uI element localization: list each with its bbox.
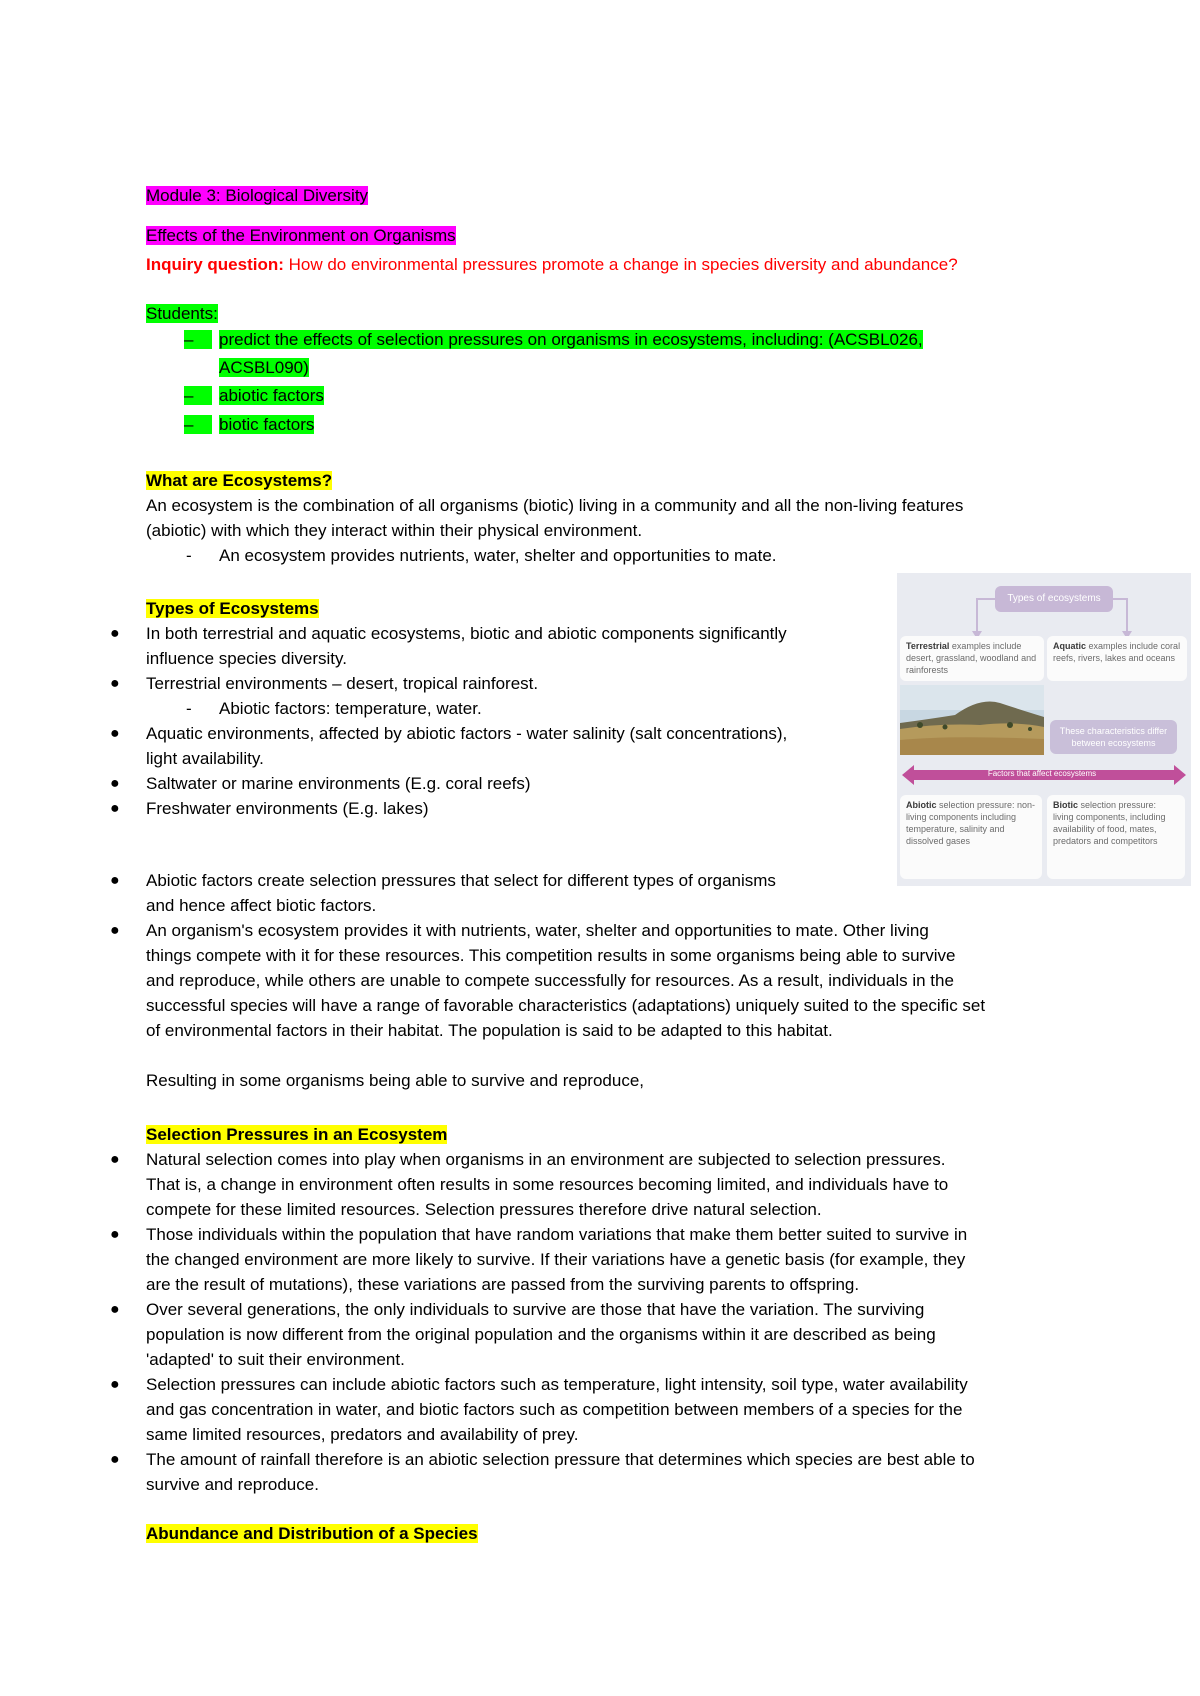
selection-bullet: Natural selection comes into play when organisms in an environment are subjected to selection pressures. — [146, 1150, 946, 1169]
selection-bullet: Selection pressures can include abiotic factors such as temperature, light intensity, soil type, water availability — [146, 1375, 968, 1394]
biotic-card — [1047, 795, 1185, 879]
types-bullet-cont: successful species will have a range of favorable characteristics (adaptations) uniquely suited to the specific set — [146, 996, 986, 1015]
dash-marker: – — [184, 386, 213, 405]
bullet-marker: ● — [110, 1226, 120, 1243]
selection-bullet-cont: 'adapted' to suit their environment. — [146, 1350, 405, 1369]
factors-label: Factors that affect ecosystems — [987, 769, 1097, 778]
ecosystem-types-figure — [897, 573, 1191, 886]
aquatic-card — [1047, 636, 1187, 681]
types-bullet: Terrestrial environments – desert, tropical rainforest. — [146, 674, 539, 693]
dash-marker: - — [186, 699, 192, 718]
selection-heading-text: Selection Pressures in an Ecosystem — [146, 1125, 448, 1144]
module-title-text: Module 3: Biological Diversity — [146, 186, 369, 205]
types-heading — [146, 596, 319, 621]
types-bullet: In both terrestrial and aquatic ecosystems, biotic and abiotic components significantly — [146, 624, 787, 643]
inquiry-label: Inquiry question: — [146, 255, 284, 274]
module-title — [146, 183, 368, 208]
terrestrial-card — [900, 636, 1044, 681]
types-heading-text: Types of Ecosystems — [146, 599, 319, 618]
students-label — [146, 301, 218, 326]
dash-marker: - — [186, 546, 192, 565]
selection-bullet-cont: same limited resources, predators and availability of prey. — [146, 1425, 579, 1444]
selection-bullet-cont: are the result of mutations), these variations are passed from the surviving parents to offspring. — [146, 1275, 860, 1294]
selection-heading — [146, 1122, 447, 1147]
types-bullet: An organism's ecosystem provides it with nutrients, water, shelter and opportunities to mate. Other living — [146, 921, 929, 940]
types-bullet-cont: influence species diversity. — [146, 649, 347, 668]
types-bullet: Abiotic factors create selection pressures that select for different types of organisms — [146, 871, 776, 890]
resulting-line: Resulting in some organisms being able to survive and reproduce, — [146, 1071, 644, 1090]
what-are-line: (abiotic) with which they interact within their physical environment. — [146, 521, 643, 540]
selection-bullet-cont: compete for these limited resources. Selection pressures therefore drive natural selection. — [146, 1200, 822, 1219]
what-are-heading-text: What are Ecosystems? — [146, 471, 333, 490]
students-item: predict the effects of selection pressures on organisms in ecosystems, including: (ACSBL026, — [219, 330, 923, 349]
bullet-marker: ● — [110, 922, 120, 939]
types-bullet-cont: of environmental factors in their habitat. The population is said to be adapted to this habitat. — [146, 1021, 833, 1040]
types-bullet: Freshwater environments (E.g. lakes) — [146, 799, 429, 818]
types-bullet-cont: light availability. — [146, 749, 264, 768]
students-item: abiotic factors — [219, 386, 324, 405]
types-bullet: Aquatic environments, affected by abiotic factors - water salinity (salt concentrations), — [146, 724, 788, 743]
what-are-line: An ecosystem is the combination of all organisms (biotic) living in a community and all the non-living features — [146, 496, 964, 515]
students-item: biotic factors — [219, 415, 315, 434]
abundance-heading-text: Abundance and Distribution of a Species — [146, 1524, 478, 1543]
bullet-marker: ● — [110, 1451, 120, 1468]
bullet-marker: ● — [110, 872, 120, 889]
selection-bullet: Those individuals within the population that have random variations that make them better suited to survive in — [146, 1225, 968, 1244]
terrestrial-text: examples include desert, grassland, woodland and rainforests — [906, 641, 1037, 675]
what-are-heading — [146, 468, 332, 493]
inquiry-question — [146, 252, 958, 277]
aquatic-text: examples include coral reefs, rivers, lakes and oceans — [1053, 641, 1181, 663]
section-title — [146, 223, 456, 248]
types-bullet-cont: things compete with it for these resources. This competition results in some organisms being able to survive — [146, 946, 956, 965]
section-title-text: Effects of the Environment on Organisms — [146, 226, 456, 245]
bullet-marker: ● — [110, 800, 120, 817]
students-item: ACSBL090) — [219, 358, 309, 377]
biotic-text: selection pressure: living components, including availability of food, mates, predators and competitors — [1053, 800, 1166, 846]
selection-bullet-cont: population is now different from the original population and the organisms within it are described as being — [146, 1325, 936, 1344]
figure-note: These characteristics differ between ecosystems — [1050, 720, 1177, 754]
selection-bullet-cont: That is, a change in environment often results in some resources becoming limited, and individuals have to — [146, 1175, 949, 1194]
selection-bullet-cont: survive and reproduce. — [146, 1475, 319, 1494]
figure-title: Types of ecosystems — [995, 586, 1113, 612]
terrestrial-label: Terrestrial — [906, 641, 950, 651]
dash-marker: – — [184, 415, 213, 434]
biotic-label: Biotic — [1053, 800, 1079, 810]
bullet-marker: ● — [110, 725, 120, 742]
types-bullet-cont: and hence affect biotic factors. — [146, 896, 377, 915]
bullet-marker: ● — [110, 675, 120, 692]
abiotic-card — [900, 795, 1042, 879]
selection-bullet-cont: and gas concentration in water, and biotic factors such as competition between members of a species for the — [146, 1400, 963, 1419]
selection-bullet-cont: the changed environment are more likely to survive. If their variations have a genetic basis (for example, they — [146, 1250, 966, 1269]
bullet-marker: ● — [110, 1301, 120, 1318]
students-label-text: Students: — [146, 304, 218, 323]
types-bullet: Saltwater or marine environments (E.g. coral reefs) — [146, 774, 531, 793]
abiotic-label: Abiotic — [906, 800, 937, 810]
inquiry-text: How do environmental pressures promote a change in species diversity and abundance? — [283, 255, 958, 274]
dash-marker: – — [184, 330, 213, 349]
bullet-marker: ● — [110, 775, 120, 792]
aquatic-label: Aquatic — [1053, 641, 1087, 651]
selection-bullet: The amount of rainfall therefore is an abiotic selection pressure that determines which species are best able to — [146, 1450, 975, 1469]
grassland-photo — [900, 685, 1044, 755]
bullet-marker: ● — [110, 1376, 120, 1393]
abiotic-text: selection pressure: non-living components including temperature, salinity and dissolved gases — [906, 800, 1036, 846]
types-bullet-cont: and reproduce, while others are unable to compete successfully for resources. As a result, individuals in the — [146, 971, 954, 990]
what-are-sub: An ecosystem provides nutrients, water, shelter and opportunities to mate. — [219, 546, 777, 565]
bullet-marker: ● — [110, 625, 120, 642]
selection-bullet: Over several generations, the only individuals to survive are those that have the variation. The surviving — [146, 1300, 925, 1319]
abundance-heading — [146, 1521, 478, 1546]
bullet-marker: ● — [110, 1151, 120, 1168]
types-sub: Abiotic factors: temperature, water. — [219, 699, 482, 718]
